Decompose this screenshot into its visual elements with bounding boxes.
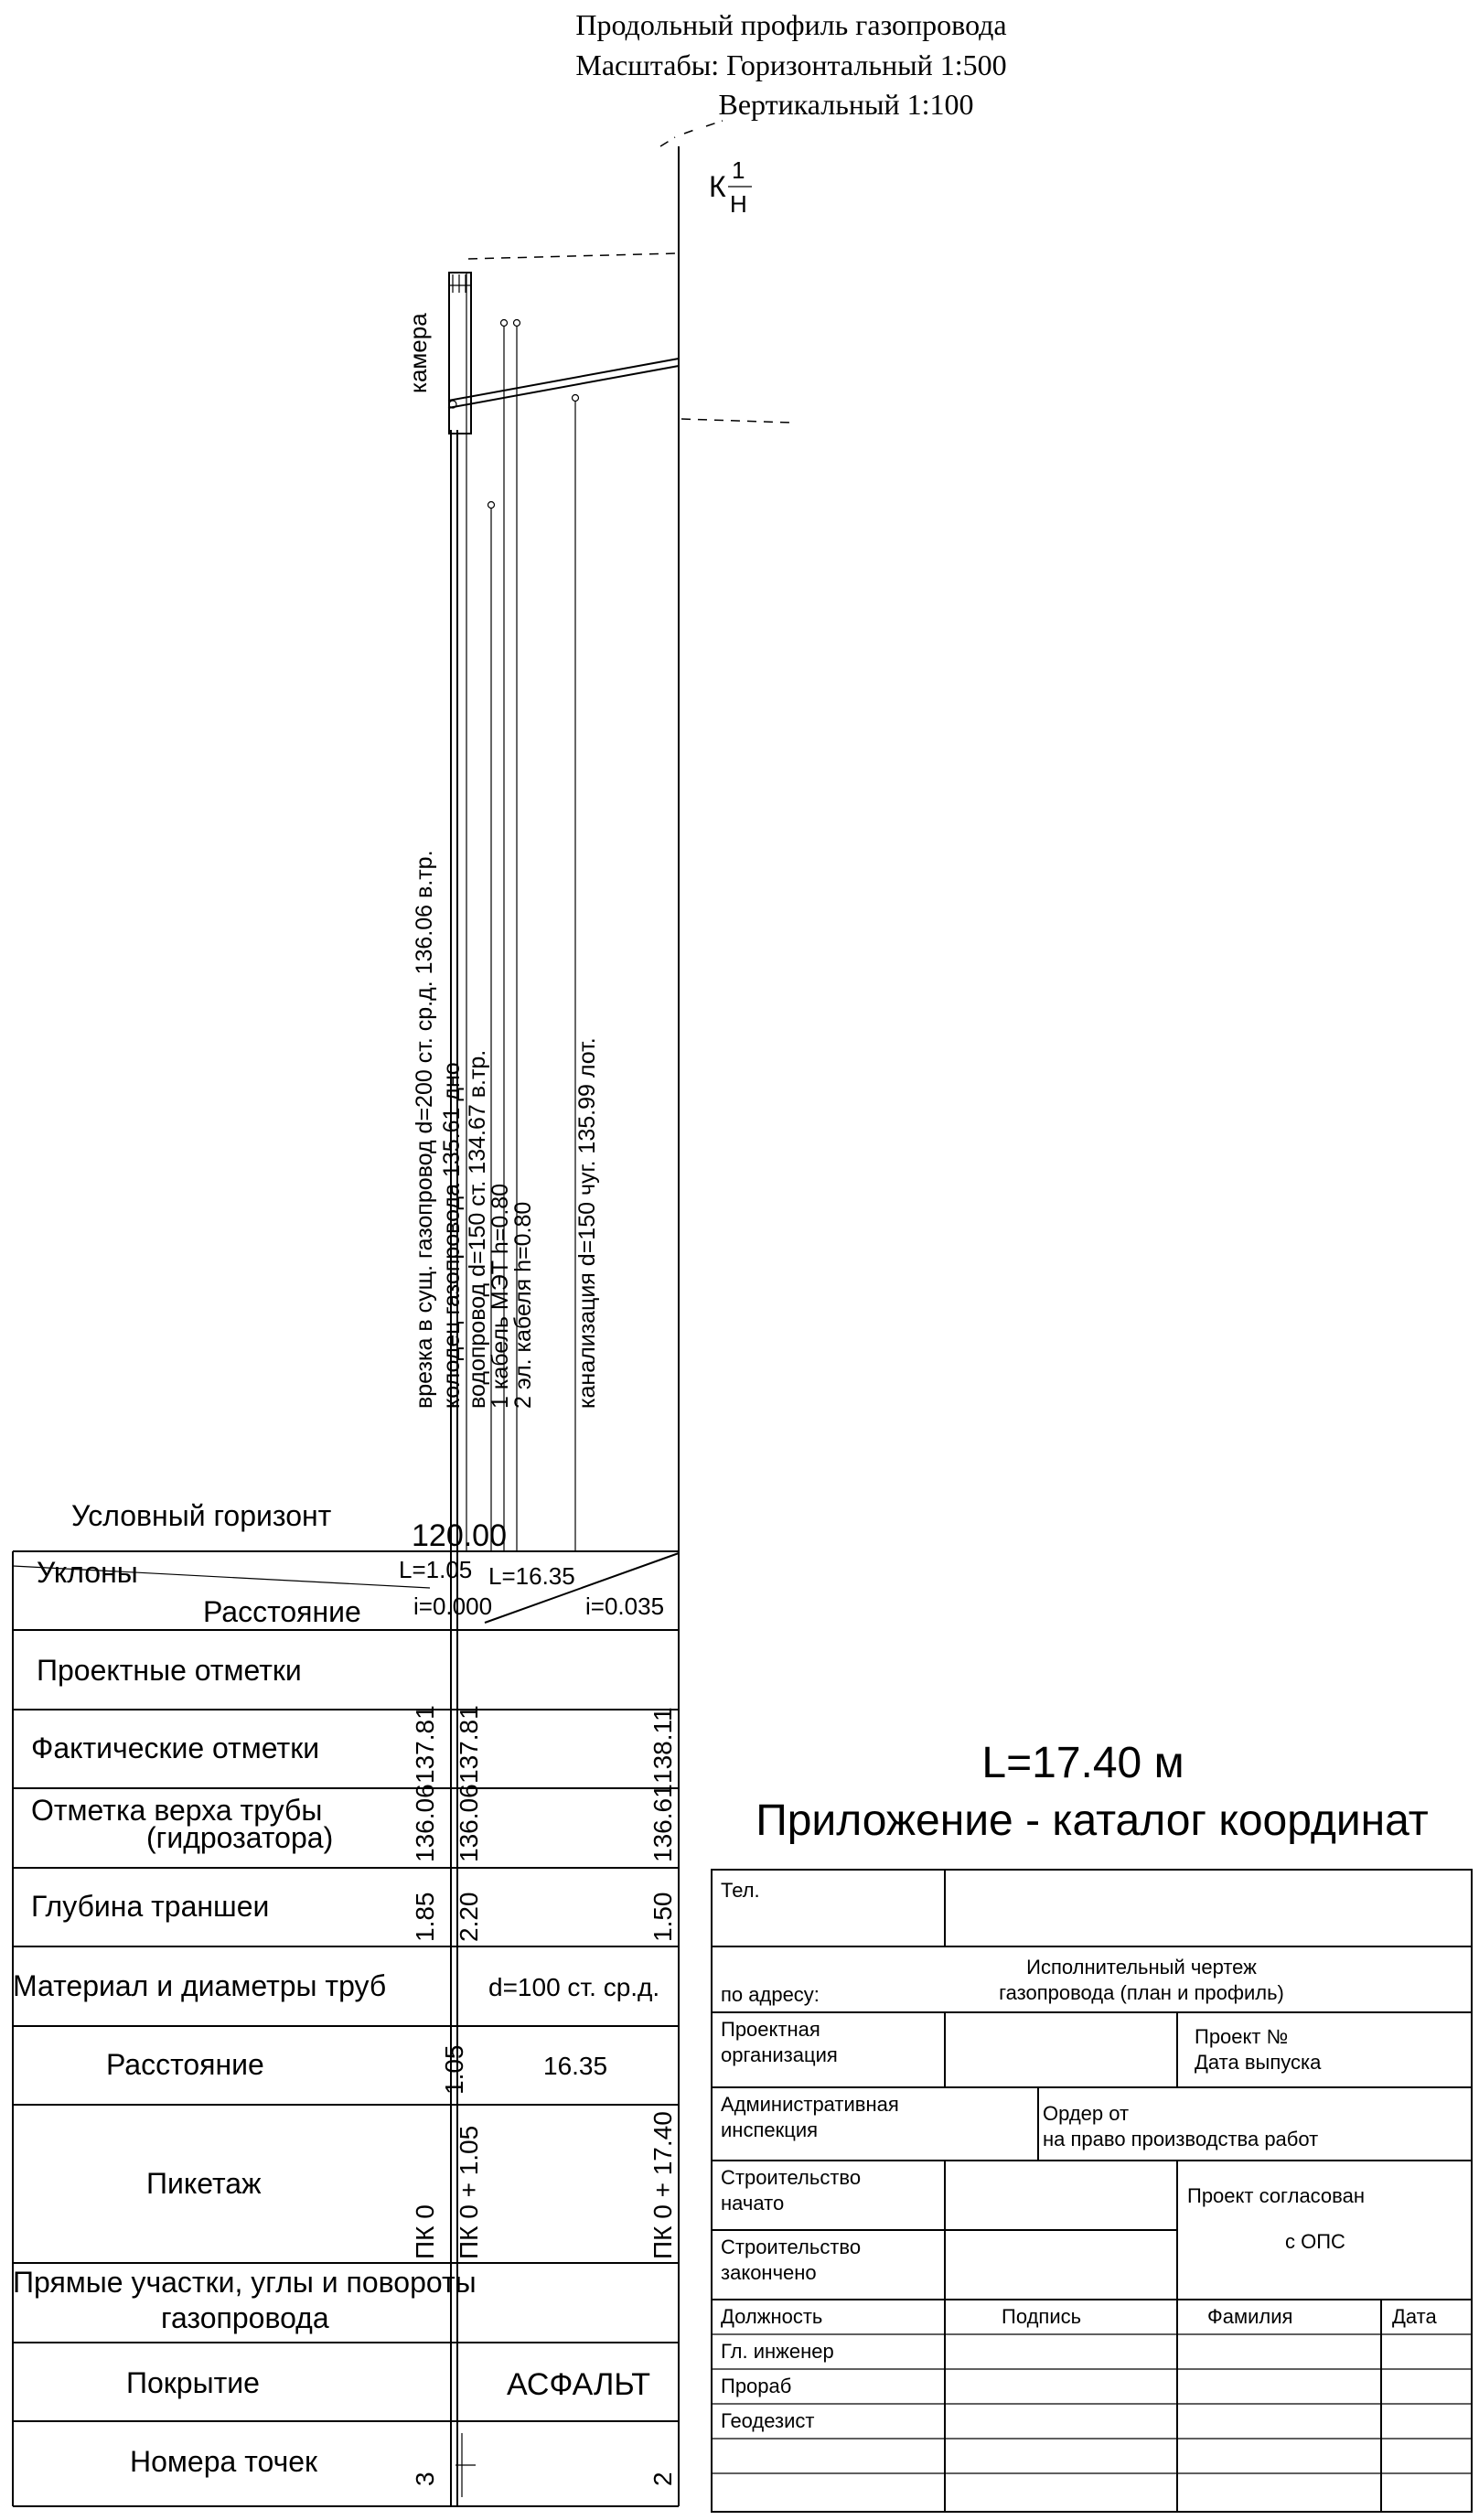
table-row-labels [13,1556,477,2478]
point-number-1: 3 [411,2472,439,2486]
label-pipe-top-1: Отметка верха трубы [31,1794,323,1827]
stamp-design-org-2: организация [721,2043,838,2066]
pipe-top-3: 136.61 [648,1784,677,1862]
stamp-col-name-label: Фамилия [1207,2305,1293,2328]
label-point-numbers: Номера точек [130,2445,318,2478]
label-slope-distance: Расстояние [203,1595,361,1628]
trench-depth-1: 1.85 [411,1892,439,1942]
picket-3: ПК 0 + 17.40 [648,2111,677,2259]
well-leader-dash [660,121,723,146]
total-length: L=17.40 м [981,1739,1184,1787]
picket-2: ПК 0 + 1.05 [455,2125,483,2259]
picket-1: ПК 0 [411,2204,439,2259]
material-value: d=100 ст. ср.д. [488,1973,660,2001]
actual-mark-3: 138.11 [648,1707,677,1784]
existing-pipe-upper [448,359,679,401]
stamp-foreman: Прораб [721,2375,792,2397]
horizon-value: 120.00 [412,1518,507,1553]
note-cable-1: 1 кабель МЭТ h=0.80 [488,1183,513,1409]
stamp-drawing-2: газопровода (план и профиль) [999,1981,1284,2004]
ground-dash-line [681,419,791,423]
slope-i1: i=0.000 [413,1592,493,1620]
stamp-admin-2: инспекция [721,2118,819,2141]
label-trench-depth: Глубина траншеи [31,1890,270,1923]
stamp-col-date-label: Дата [1392,2305,1437,2328]
stamp-order-1: Ордер от [1043,2102,1130,2125]
stamp-surveyor: Геодезист [721,2409,815,2432]
slope-L2: L=16.35 [488,1562,575,1590]
drawing-title [575,8,1006,121]
distance-long: 16.35 [543,2052,608,2080]
stamp-issue-date: Дата выпуска [1195,2051,1322,2074]
label-distance: Расстояние [106,2048,264,2081]
summary [756,1739,1429,1845]
point-number-2: 2 [648,2472,677,2486]
stamp-col-signature-label: Подпись [1002,2305,1082,2328]
stamp-col-position: Должность [721,2305,823,2328]
utility-notes [412,850,600,1409]
actual-mark-2: 137.81 [455,1705,483,1784]
label-actual-marks: Фактические отметки [31,1732,320,1764]
chamber-label: камера [404,313,432,393]
slope-L1: L=1.05 [399,1556,473,1583]
well-label-num: 1 [732,156,745,184]
pipe-top-2: 136.06 [455,1784,483,1862]
well-label-den: Н [730,190,747,218]
cable-1-marker [501,320,508,327]
note-water-pipe: водопровод d=150 ст. 134.67 в.тр. [465,1049,490,1409]
water-pipe-marker [488,502,495,509]
title-block [712,1870,1472,2512]
stamp-started-2: начато [721,2192,785,2214]
actual-mark-1: 137.81 [411,1705,439,1784]
title-line-2: Масштабы: Горизонтальный 1:500 [575,48,1007,81]
label-picket: Пикетаж [146,2167,262,2200]
trench-depth-2: 2.20 [455,1892,483,1942]
stamp-admin-1: Административная [721,2093,899,2116]
chamber-box [449,273,471,434]
title-line-3: Вертикальный 1:100 [718,88,974,121]
cover-value: АСФАЛЬТ [507,2367,651,2402]
label-material: Материал и диаметры труб [13,1969,387,2002]
stamp-order-2: на право производства работ [1043,2128,1319,2150]
stamp-chief-engineer: Гл. инженер [721,2340,834,2363]
horizontal-values [488,1973,659,2402]
slope-values [399,1556,664,1620]
stamp-finished-1: Строительство [721,2236,862,2258]
label-design-marks: Проектные отметки [37,1654,302,1687]
top-dash-line [468,253,677,259]
label-pipe-top-2: (гидрозатора) [146,1821,334,1854]
label-cover: Покрытие [126,2366,260,2399]
stamp-agreed-2: с ОПС [1285,2230,1345,2253]
profile-area [71,121,791,2506]
note-gas-well: колодец газопровода 135.61 дно [439,1062,465,1409]
existing-pipe-lower [448,366,679,408]
note-tie-in: врезка в сущ. газопровод d=200 ст. ср.д. 136.06 в.тр. [412,850,437,1409]
stamp-tel: Тел. [721,1879,760,1902]
slope-i2: i=0.035 [585,1592,665,1620]
note-sewer: канализация d=150 чуг. 135.99 лот. [574,1037,600,1409]
label-slopes: Уклоны [37,1556,138,1589]
stamp-finished-2: закончено [721,2261,817,2284]
stamp-drawing-1: Исполнительный чертеж [1026,1956,1257,1978]
stamp-texts [721,1879,1437,2432]
label-straight-2: газопровода [161,2301,329,2334]
well-marker-label [709,156,752,218]
label-straight-1: Прямые участки, углы и повороты [13,2266,477,2299]
appendix-title: Приложение - каталог координат [756,1796,1429,1845]
pipe-top-1: 136.06 [411,1784,439,1862]
stamp-project-no: Проект № [1195,2025,1289,2048]
stamp-address: по адресу: [721,1983,820,2006]
cable-2-marker [514,320,520,327]
stamp-started-1: Строительство [721,2166,862,2189]
well-label-main: К [709,170,726,203]
title-line-1: Продольный профиль газопровода [575,8,1007,41]
horizon-label: Условный горизонт [71,1499,332,1532]
note-cable-2: 2 эл. кабеля h=0.80 [510,1201,536,1409]
stamp-agreed-1: Проект согласован [1187,2184,1365,2207]
sewer-marker [573,395,579,402]
profile-data-table [13,1551,679,2506]
stamp-design-org-1: Проектная [721,2018,820,2041]
trench-depth-3: 1.50 [648,1892,677,1942]
distance-short: 1.05 [440,2044,468,2095]
